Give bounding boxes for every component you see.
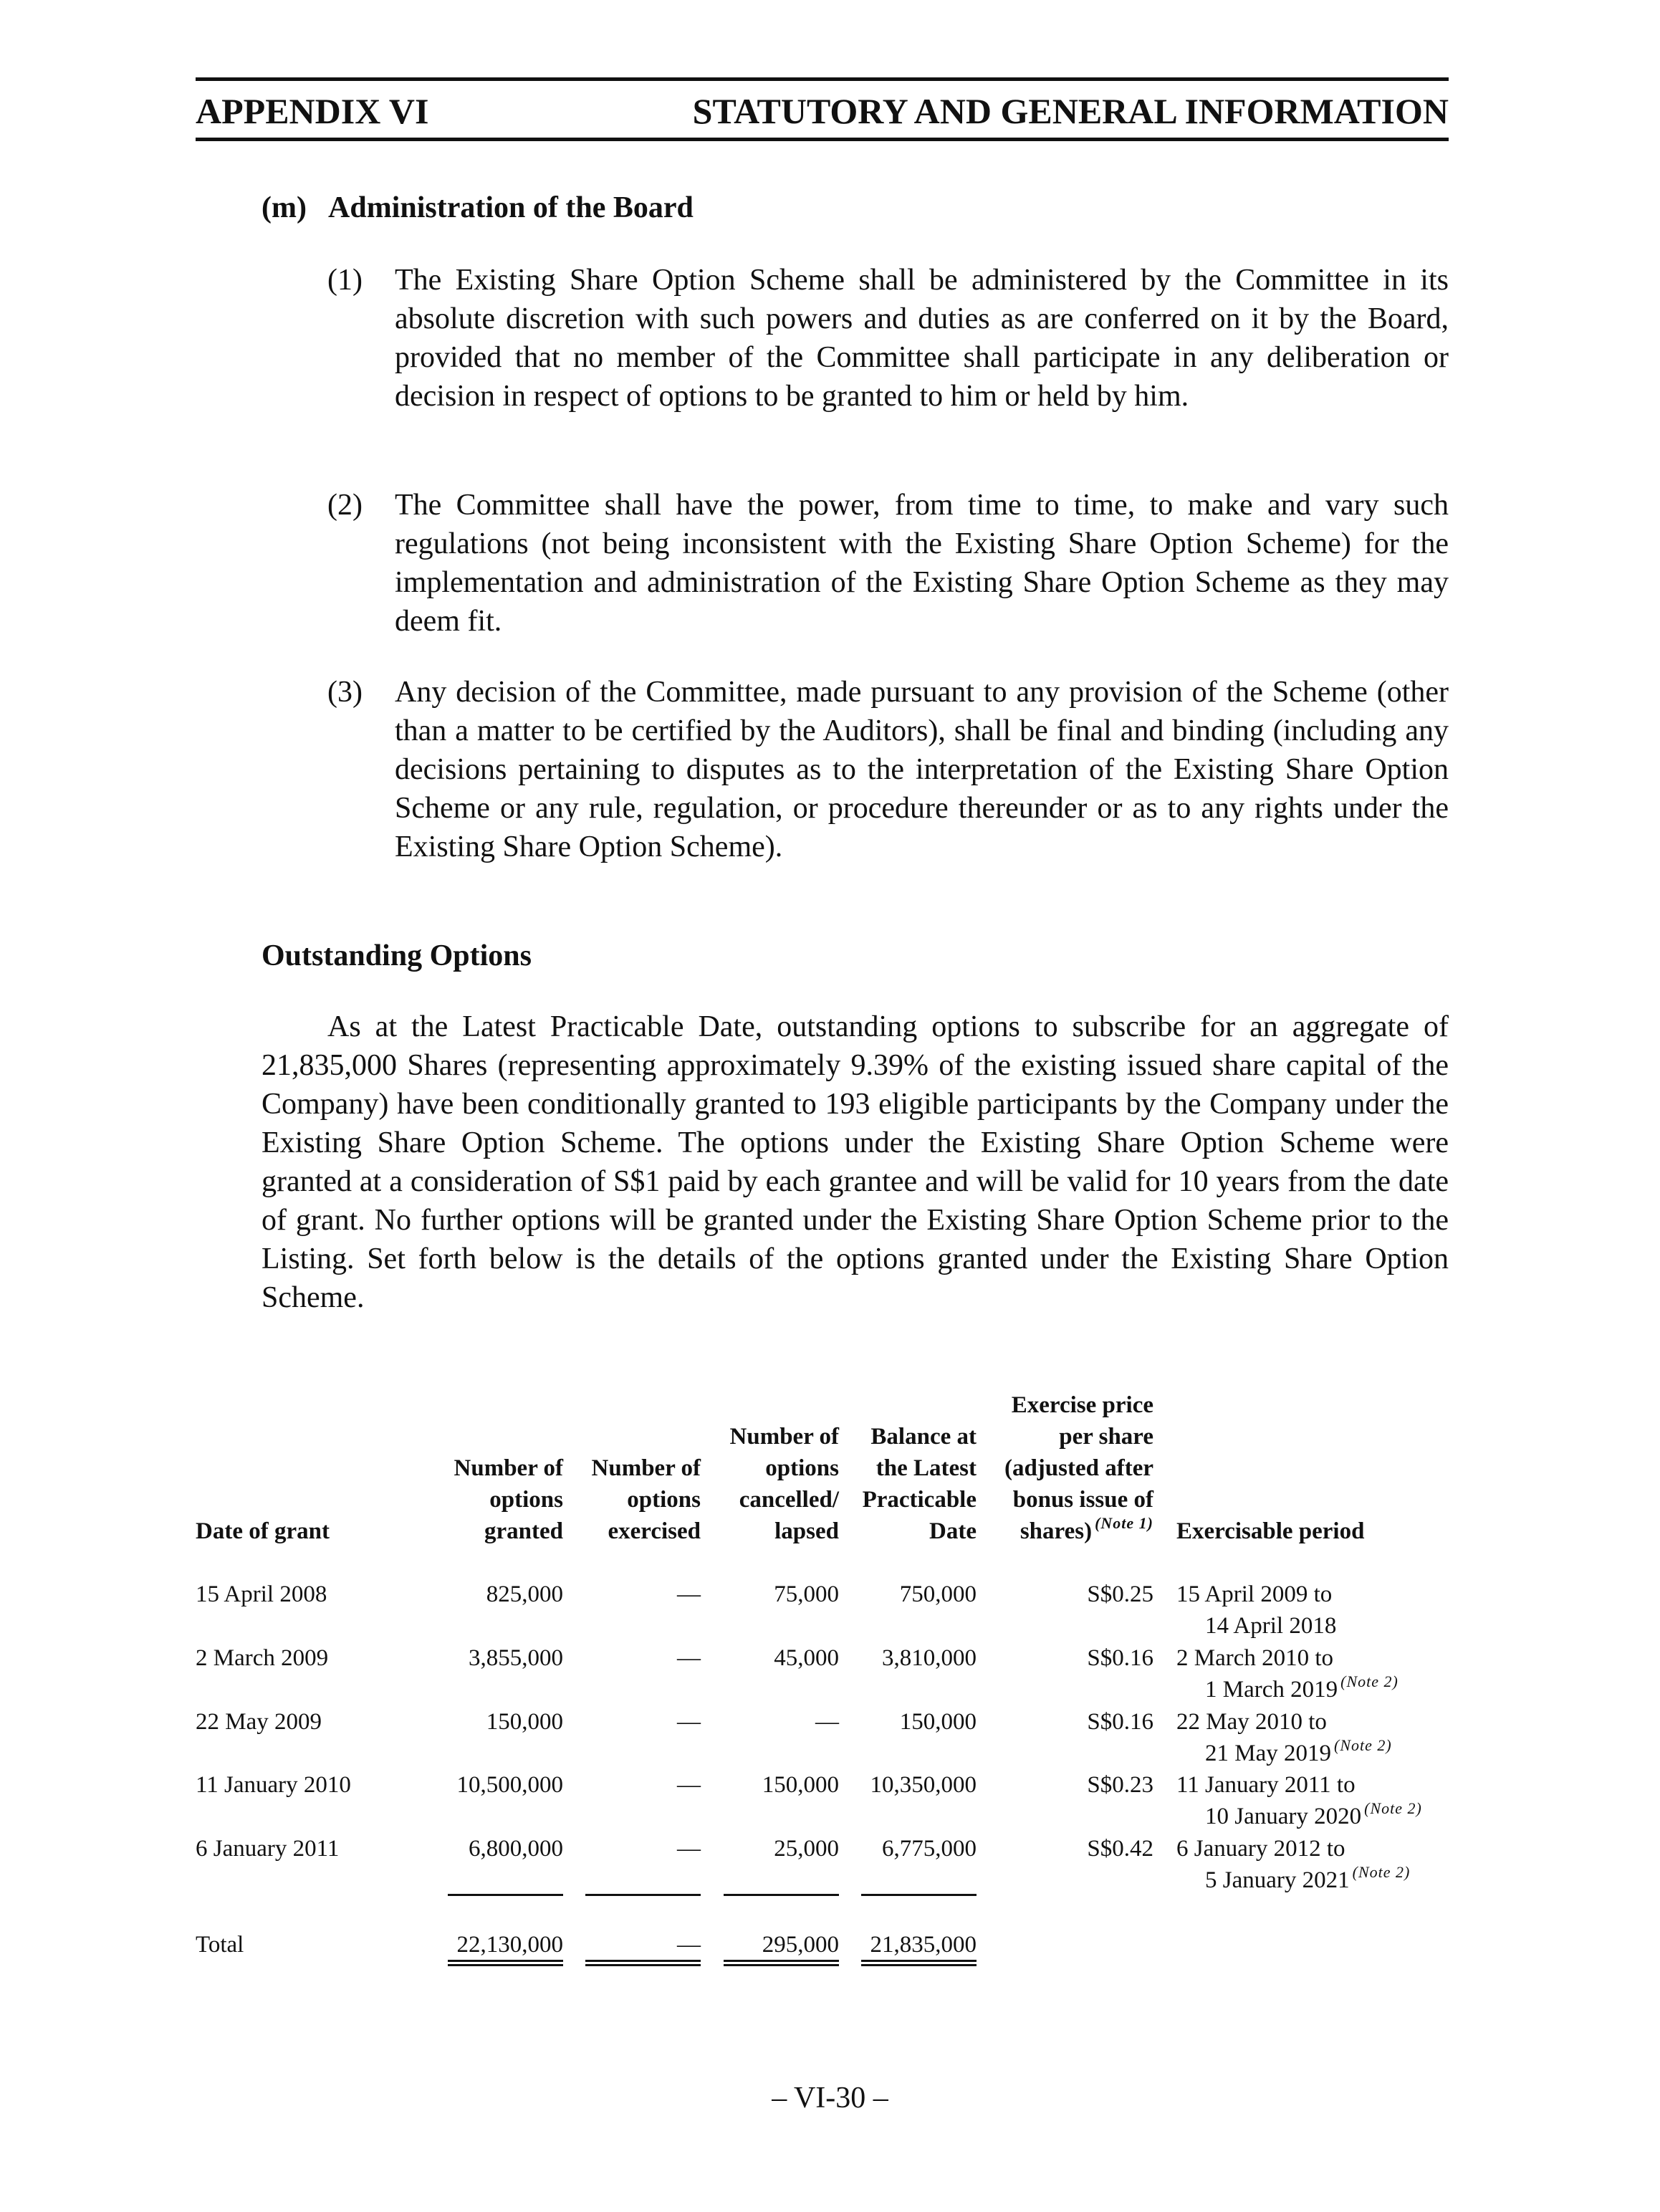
section-title: Administration of the Board: [328, 191, 694, 224]
cell-granted: 3,855,000: [469, 1645, 563, 1671]
cell-period-start: 6 January 2012 to: [1176, 1836, 1345, 1862]
cell-exercised: —: [677, 1772, 701, 1798]
clause-3: [327, 673, 1449, 866]
note-2-marker: (Note 2): [1352, 1863, 1411, 1881]
subtotal-rule: [724, 1894, 839, 1896]
total-double-rule: [448, 1960, 563, 1966]
note-2-marker: (Note 2): [1340, 1672, 1398, 1690]
clause-number: (2): [327, 489, 363, 522]
cell-period-start: 15 April 2009 to: [1176, 1581, 1333, 1607]
cell-exercised: —: [677, 1709, 701, 1735]
cell-cancelled: 75,000: [774, 1581, 839, 1607]
cell-price: S$0.16: [1087, 1709, 1153, 1735]
note-2-marker: (Note 2): [1334, 1736, 1392, 1754]
cell-exercised: —: [677, 1836, 701, 1862]
section-label: (m): [262, 191, 307, 224]
cell-granted: 825,000: [486, 1581, 563, 1607]
note-1-marker: (Note 1): [1095, 1514, 1153, 1532]
total-label: Total: [196, 1932, 244, 1958]
clause-text: The Existing Share Option Scheme shall be administered by the Committee in its absolute discretion with such powers and duties as are conferred on it by the Board, provided that no member of the Committee shall participate in any deliberation or decision in respect of options to be granted to him or held by him.: [395, 264, 1449, 413]
cell-price: S$0.25: [1087, 1581, 1153, 1607]
note-2-marker: (Note 2): [1364, 1799, 1422, 1817]
header-rule-top: [196, 77, 1449, 81]
clause-number: (3): [327, 676, 363, 709]
cell-period-start: 11 January 2011 to: [1176, 1772, 1356, 1798]
cell-cancelled: 45,000: [774, 1645, 839, 1671]
clause-number: (1): [327, 264, 363, 297]
cell-period-end: 1 March 2019 $^{(Note 2)}$: [1205, 1672, 1398, 1703]
cell-period-start: 2 March 2010 to: [1176, 1645, 1334, 1671]
cell-price: S$0.23: [1087, 1772, 1153, 1798]
total-double-rule: [724, 1960, 839, 1966]
cell-price: S$0.42: [1087, 1836, 1153, 1862]
total-balance: 21,835,000: [870, 1932, 977, 1958]
cell-date: 11 January 2010: [196, 1772, 351, 1798]
total-cancelled: 295,000: [762, 1932, 839, 1958]
header-exercised: Number of options exercised: [591, 1455, 701, 1544]
header-balance: Balance at the Latest Practicable Date: [862, 1424, 977, 1544]
section-heading: [262, 188, 694, 228]
cell-period-end: 14 April 2018: [1205, 1613, 1337, 1639]
total-exercised: —: [677, 1932, 701, 1958]
cell-period-start: 22 May 2010 to: [1176, 1709, 1327, 1735]
cell-date: 6 January 2011: [196, 1836, 340, 1862]
header-exercise-price: Exercise price per share (adjusted after bonus issue of shares) $^{(Note 1)}$: [1004, 1392, 1153, 1544]
cell-date: 15 April 2008: [196, 1581, 327, 1607]
cell-cancelled: —: [815, 1709, 839, 1735]
cell-granted: 6,800,000: [469, 1836, 563, 1862]
cell-price: S$0.16: [1087, 1645, 1153, 1671]
clause-text: Any decision of the Committee, made pursuant to any provision of the Scheme (other than a matter to be certified by the Auditors), shall be final and binding (including any decisions pertaining to disputes as to the interpretation of the Existing Share Option Scheme or any rule, regulation, or procedure thereunder or as to any rights under the Existing Share Option Scheme).: [395, 676, 1449, 863]
header-date-of-grant: Date of grant: [196, 1518, 330, 1544]
outstanding-paragraph: As at the Latest Practicable Date, outstanding options to subscribe for an aggregate of 21,835,000 Shares (representing approximately 9.39% of the existing issued share capital of the Company) have been conditionally granted to 193 eligible participants by the Company under the Existing Share Option Scheme. The options under the Existing Share Option Scheme were granted at a consideration of S$1 paid by each grantee and will be valid for 10 years from the date of grant. No further options will be granted under the Existing Share Option Scheme prior to the Listing. Set forth below is the details of the options granted under the Existing Share Option Scheme.: [262, 1010, 1449, 1314]
total-double-rule: [585, 1960, 701, 1966]
header-granted: Number of options granted: [454, 1455, 563, 1544]
subtotal-rule: [861, 1894, 977, 1896]
header-appendix: APPENDIX VI: [196, 91, 429, 131]
cell-balance: 10,350,000: [870, 1772, 977, 1798]
total-granted: 22,130,000: [456, 1932, 563, 1958]
cell-exercised: —: [677, 1581, 701, 1607]
cell-balance: 150,000: [899, 1709, 977, 1735]
header-title: STATUTORY AND GENERAL INFORMATION: [692, 91, 1449, 131]
clause-1: [327, 261, 1449, 416]
cell-granted: 150,000: [486, 1709, 563, 1735]
header-exercisable-period: Exercisable period: [1176, 1518, 1365, 1544]
clause-2: [327, 486, 1449, 641]
cell-granted: 10,500,000: [456, 1772, 563, 1798]
cell-cancelled: 25,000: [774, 1836, 839, 1862]
header-cancelled: Number of options cancelled/ lapsed: [729, 1424, 839, 1544]
cell-period-end: 5 January 2021 $^{(Note 2)}$: [1205, 1863, 1411, 1893]
subtotal-rule: [448, 1894, 563, 1896]
page-number: – VI-30 –: [772, 2082, 888, 2115]
cell-date: 22 May 2009: [196, 1709, 322, 1735]
cell-cancelled: 150,000: [762, 1772, 839, 1798]
clause-text: The Committee shall have the power, from time to time, to make and vary such regulations (not being inconsistent with the Existing Share Option Scheme) for the implementation and administration of the Existing Share Option Scheme as they may deem fit.: [395, 489, 1449, 638]
cell-period-end: 21 May 2019 $^{(Note 2)}$: [1205, 1736, 1392, 1766]
outstanding-heading: Outstanding Options: [262, 939, 532, 972]
total-double-rule: [861, 1960, 977, 1966]
header-rule-bottom: [196, 138, 1449, 141]
cell-date: 2 March 2009: [196, 1645, 329, 1671]
cell-balance: 3,810,000: [882, 1645, 977, 1671]
cell-period-end: 10 January 2020 $^{(Note 2)}$: [1205, 1799, 1422, 1829]
cell-exercised: —: [677, 1645, 701, 1671]
subtotal-rule: [585, 1894, 701, 1896]
cell-balance: 750,000: [899, 1581, 977, 1607]
cell-balance: 6,775,000: [882, 1836, 977, 1862]
